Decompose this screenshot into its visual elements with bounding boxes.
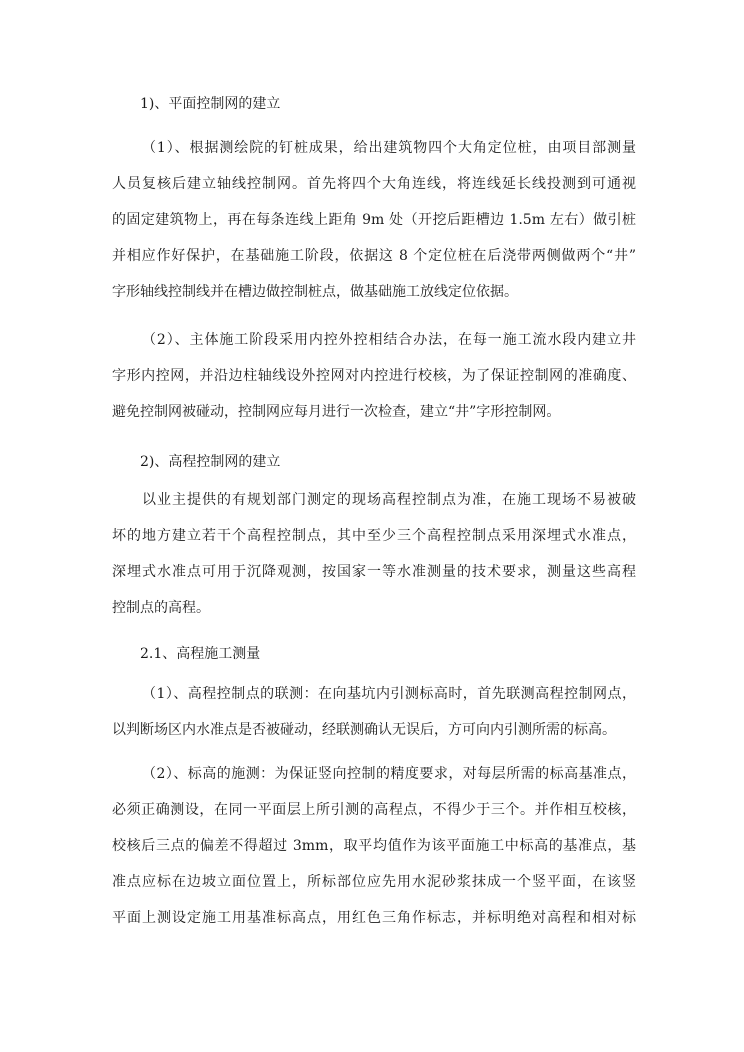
text-line: 人员复核后建立轴线控制网。首先将四个大角连线，将连线延长线投测到可通视: [112, 176, 636, 192]
text-line: 以业主提供的有规划部门测定的现场高程控制点为准，在施工现场不易被破: [142, 492, 636, 508]
paragraph-elevation-control: [112, 482, 636, 626]
text-line: 以判断场区内水准点是否被碰动，经联测确认无误后，方可向内引测所需的标高。: [112, 722, 616, 738]
paragraph-plane-control-1: [112, 130, 636, 310]
text-line: （2）、标高的施测：为保证竖向控制的精度要求，对每层所需的标高基准点，: [142, 766, 636, 782]
text-line: 深埋式水准点可用于沉降观测，按国家一等水准测量的技术要求，测量这些高程: [112, 564, 636, 580]
text-line: 必须正确测设，在同一平面层上所引测的高程点，不得少于三个。并作相互校核，: [112, 802, 636, 818]
text-line: （2）、主体施工阶段采用内控外控相结合办法，在每一施工流水段内建立井: [142, 332, 636, 348]
paragraph-plane-control-2: [112, 322, 636, 430]
text-line: （1）、根据测绘院的钉桩成果，给出建筑物四个大角定位桩，由项目部测量: [142, 140, 636, 156]
text-line: 的固定建筑物上，再在每条连线上距角 9m 处（开挖后距槽边 1.5m 左右）做引桩: [112, 212, 636, 228]
text-line: 避免控制网被碰动，控制网应每月进行一次检查，建立“井”字形控制网。: [112, 404, 561, 420]
text-line: 字形轴线控制线并在槽边做控制桩点，做基础施工放线定位依据。: [112, 284, 518, 300]
text-line: 坏的地方建立若干个高程控制点，其中至少三个高程控制点采用深埋式水准点，: [112, 528, 636, 544]
paragraph-elevation-joint-survey: [112, 676, 636, 748]
text-line: 准点应标在边坡立面位置上，所标部位应先用水泥砂浆抹成一个竖平面，在该竖: [112, 874, 636, 890]
text-line: （1）、高程控制点的联测：在向基坑内引测标高时，首先联测高程控制网点，: [142, 686, 636, 702]
paragraph-elevation-setting-out: [112, 756, 636, 936]
heading-elevation-control-network: 2)、高程控制网的建立: [140, 454, 281, 470]
text-line: 平面上测设定施工用基准标高点，用红色三角作标志，并标明绝对高程和相对标: [112, 910, 636, 926]
heading-elevation-survey: 2.1、高程施工测量: [140, 646, 261, 662]
text-line: 并相应作好保护，在基础施工阶段，依据这 8 个定位桩在后浇带两侧做两个“井”: [112, 248, 636, 264]
heading-plane-control-network: 1)、平面控制网的建立: [140, 96, 281, 112]
text-line: 校核后三点的偏差不得超过 3mm，取平均值作为该平面施工中标高的基准点，基: [112, 838, 636, 854]
text-line: 字形内控网，并沿边柱轴线设外控网对内控进行校核，为了保证控制网的准确度、: [112, 368, 636, 384]
text-line: 控制点的高程。: [112, 600, 210, 616]
